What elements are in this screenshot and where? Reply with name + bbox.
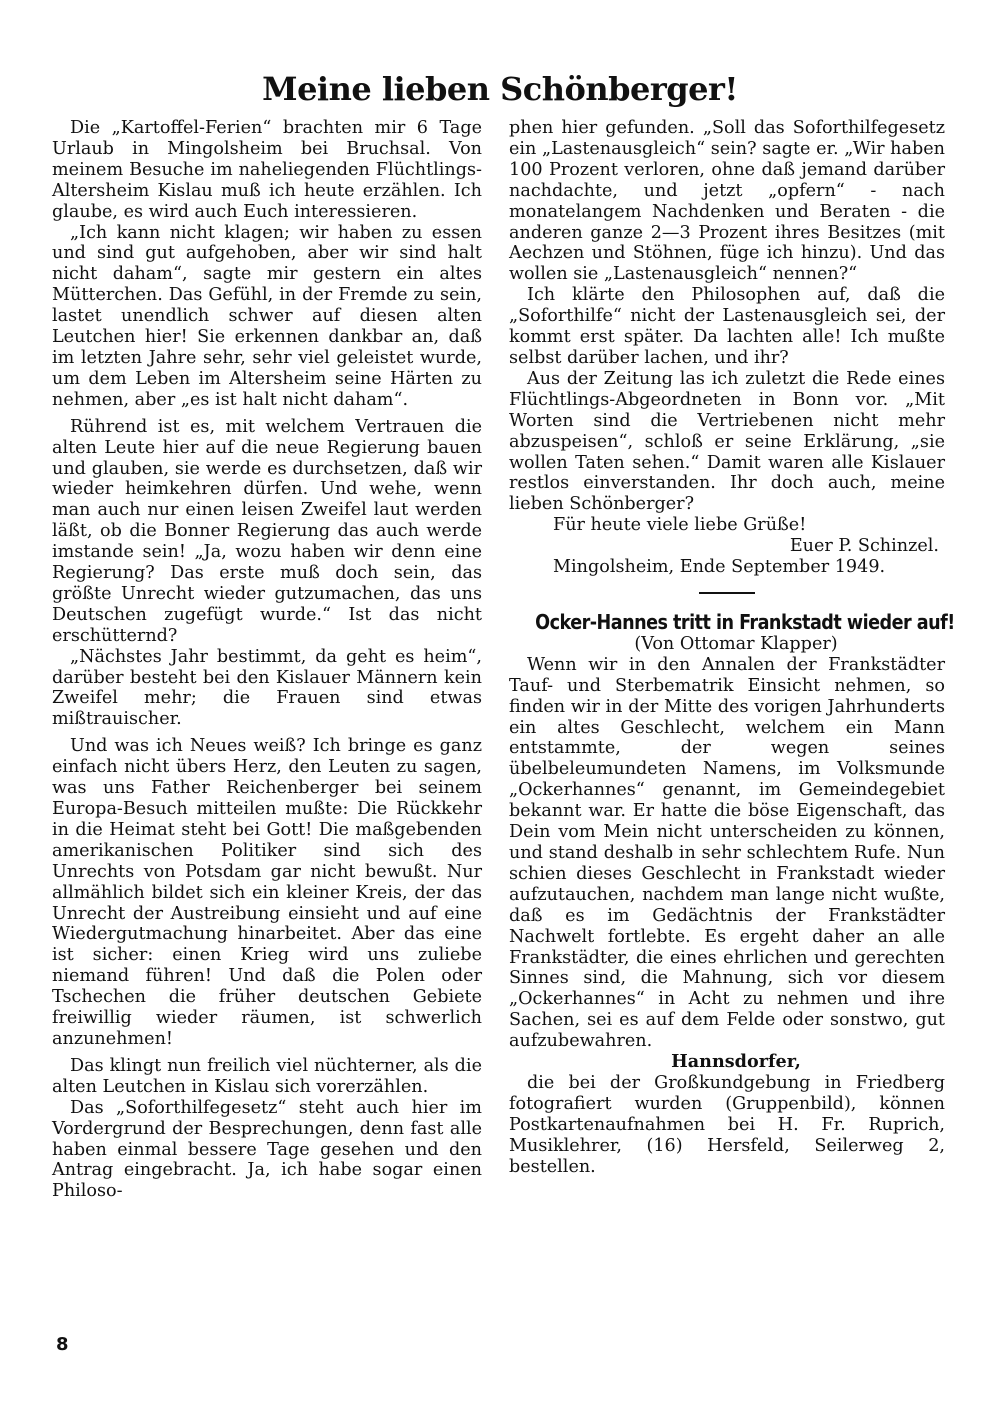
article-paragraph: Und was ich Neues weiß? Ich bringe es ganz einfach nicht übers Herz, den Leuten zu sagen, was uns Father Reichenberger bei seinem Europa-Besuch mitteilen mußte: Die Rückkehr in die Heimat steht bei Gott! Die maßgebenden amerikanischen Politiker sind sich des Unrechts von Potsdam gar nicht bewußt. Nur allmählich bildet sich ein kleiner Kreis, der das Unrecht der Austreibung einsieht und auf eine Wiedergutmachung hinarbeitet. Aber das eine ist sicher: einen Krieg wird uns zuliebe niemand führen! Und daß die Polen oder Tschechen die früher deutschen Gebiete freiwillig wieder räumen, ist schwerlich anzunehmen! xyxy=(52,736,482,1049)
article-column-right xyxy=(509,118,955,1178)
article-paragraph: Ich klärte den Philosophen auf, daß die „Soforthilfe“ nicht der Lastenausgleich sei, der kommt erst später. Da lachten alle! Ich mußte selbst darüber lachen, und ihr? xyxy=(509,285,945,368)
story-title: Ocker-Hannes tritt in Frankstadt wieder auf! xyxy=(535,609,955,634)
article-paragraph: Aus der Zeitung las ich zuletzt die Rede eines Flüchtlings-Abgeordneten in Bonn vor. „Mit Worten sind die Vertriebenen nicht mehr abzuspeisen“, schloß er seine Erklärung, „sie wollen Taten sehen.“ Damit waren alle Kislauer restlos einverstanden. Ihr doch auch, meine lieben Schönberger? xyxy=(509,368,945,515)
article-paragraph: Die „Kartoffel-Ferien“ brachten mir 6 Tage Urlaub in Mingolsheim bei Bruchsal. Von meinem Besuche im naheliegenden Flüchtlings-Altersheim Kislau muß ich heute erzählen. Ich glaube, es wird auch Euch interessieren. xyxy=(52,118,482,222)
signature: Euer P. Schinzel. xyxy=(789,536,939,557)
greeting: Für heute viele liebe Grüße! xyxy=(553,515,807,536)
place-date: Mingolsheim, Ende September 1949. xyxy=(553,557,886,578)
article-column-left xyxy=(52,118,482,1202)
notice-body: die bei der Großkundgebung in Friedberg fotografiert wurden (Gruppenbild), können Postkartenaufnahmen bei H. Fr. Ruprich, Musiklehrer, (16) Hersfeld, Seilerweg 2, bestellen. xyxy=(509,1072,945,1177)
article-paragraph: phen hier gefunden. „Soll das Soforthilfegesetz ein „Lastenausgleich“ sein? sagte er. „Wir haben 100 Prozent verloren, ohne daß jemand darüber nachdachte, und jetzt „opfern“ - nach monatelangem Nachdenken und Beraten - die anderen ganze 2—3 Prozent ihres Besitzes (mit Aechzen und Stöhnen, füge ich hinzu). Und das wollen sie „Lastenausgleich“ nennen?“ xyxy=(509,118,945,285)
story-author: (Von Ottomar Klapper) xyxy=(634,633,838,654)
article-paragraph: „Ich kann nicht klagen; wir haben zu essen und sind gut aufgehoben, aber wir sind halt nicht daham“, sagte mir gestern ein altes Mütterchen. Das Gefühl, in der Fremde zu sein, lastet unendlich schwer auf diesen alten Leutchen hier! Sie erkennen dankbar an, daß im letzten Jahre sehr, sehr viel geleistet wurde, um dem Leben im Altersheim seine Härten zu nehmen, aber „es ist halt nicht daham“. xyxy=(52,222,482,410)
article-paragraph: Das klingt nun freilich viel nüchterner, als die alten Leutchen in Kislau sich vorerzählen. xyxy=(52,1055,482,1097)
article-paragraph: „Nächstes Jahr bestimmt, da geht es heim“, darüber besteht bei den Kislauer Männern kein Zweifel mehr; die Frauen sind etwas mißtrauischer. xyxy=(52,646,482,730)
notice-heading: Hannsdorfer, xyxy=(671,1051,801,1073)
section-divider xyxy=(699,592,755,594)
page-number: 8 xyxy=(56,1334,69,1355)
story-body: Wenn wir in den Annalen der Frankstädter Tauf- und Sterbematrik Einsicht nehmen, so finden wir in der Mitte des vorigen Jahrhunderts ein altes Geschlecht, welchem ein Mann entstammte, der wegen seines übelbeleumundeten Namens, im Volksmunde „Ockerhannes“ genannt, im Gemeindegebiet bekannt war. Er hatte die böse Eigenschaft, das Dein vom Mein nicht unterscheiden zu können, und stand deshalb in sehr schlechtem Rufe. Nun schien dieses Geschlecht in Frankstadt wieder aufzutauchen, nachdem man lange nicht wußte, daß es im Gedächtnis der Frankstädter Nachwelt fortlebte. Es ergeht daher an alle Frankstädter, die eines ehrlichen und gerechten Sinnes sind, die Mahnung, sich vor diesem „Ockerhannes“ in Acht zu nehmen und ihre Sachen, sei es auf dem Felde oder sonstwo, gut aufzubewahren. xyxy=(509,654,945,1052)
article-paragraph: Das „Soforthilfegesetz“ steht auch hier im Vordergrund der Besprechungen, denn fast alle haben einmal bessere Tage gesehen und den Antrag eingebracht. Ja, ich habe sogar einen Philoso- xyxy=(52,1097,482,1202)
page-title: Meine lieben Schönberger! xyxy=(262,70,738,108)
article-paragraph: Rührend ist es, mit welchem Vertrauen die alten Leute hier auf die neue Regierung bauen und glauben, sie werde es durchsetzen, daß wir wieder heimkehren dürfen. Und wehe, wenn man auch nur einen leisen Zweifel laut werden läßt, ob die Bonner Regierung das auch werde imstande sein! „Ja, wozu haben wir denn eine Regierung? Das erste muß doch sein, das größte Unrecht wieder gutzumachen, das uns Deutschen zugefügt wurde.“ Ist das nicht erschütternd? xyxy=(52,416,482,646)
